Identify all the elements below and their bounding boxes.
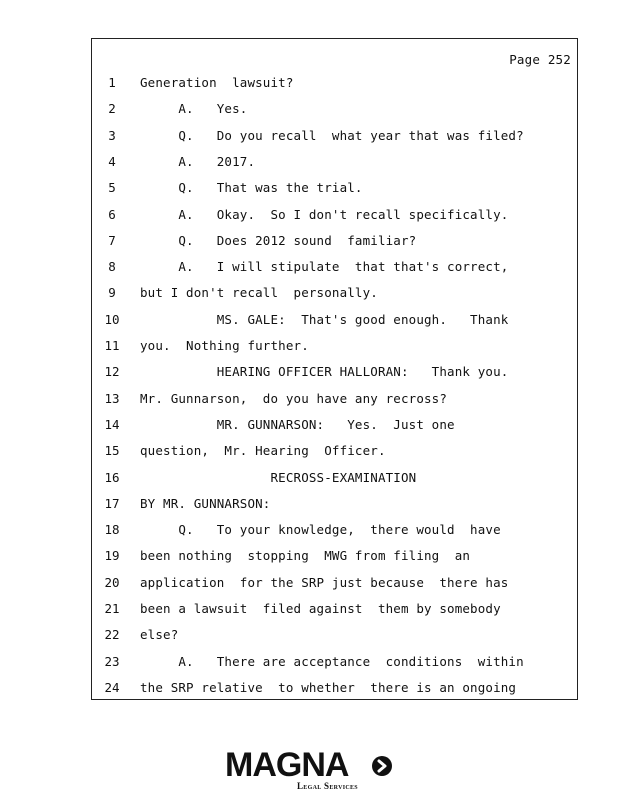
line-text: A. Okay. So I don't recall specifically. [140, 206, 509, 222]
line-number: 21 [104, 601, 120, 616]
line-text: but I don't recall personally. [140, 285, 378, 301]
transcript-line [92, 548, 577, 568]
arrow-circle-icon [371, 755, 393, 777]
logo-subtitle: Legal Services [297, 781, 358, 791]
line-text: A. Yes. [140, 101, 248, 117]
transcript-line [92, 101, 577, 121]
transcript-line [92, 259, 577, 279]
line-text: you. Nothing further. [140, 338, 309, 353]
line-text: A. I will stipulate that that's correct, [140, 259, 509, 275]
magna-logo [225, 747, 395, 793]
transcript-line [92, 470, 577, 490]
transcript-line [92, 391, 577, 411]
line-number: 5 [108, 180, 116, 196]
transcript-line [92, 128, 577, 148]
line-number: 11 [104, 338, 120, 353]
line-number: 4 [108, 153, 116, 169]
transcript-line [92, 575, 577, 595]
line-text: MR. GUNNARSON: Yes. Just one [140, 416, 455, 432]
line-number: 9 [108, 285, 116, 301]
logo-wordmark: MAGNA [225, 746, 349, 784]
line-number: 8 [108, 259, 116, 275]
transcript-line [92, 233, 577, 253]
line-text: HEARING OFFICER HALLORAN: Thank you. [140, 364, 509, 380]
transcript-line [92, 338, 577, 358]
line-text: Q. To your knowledge, there would have [140, 522, 501, 538]
transcript-line [92, 601, 577, 621]
line-text: BY MR. GUNNARSON: [140, 495, 271, 511]
transcript-line [92, 443, 577, 463]
transcript-line [92, 180, 577, 200]
line-number: 15 [104, 443, 120, 459]
line-number: 16 [104, 469, 120, 485]
line-number: 20 [104, 574, 120, 590]
line-number: 3 [108, 127, 116, 143]
line-text: been a lawsuit filed against them by somebody [140, 601, 501, 616]
line-text: Q. Do you recall what year that was filed? [140, 127, 524, 143]
transcript-line [92, 496, 577, 516]
line-number: 6 [108, 206, 116, 222]
transcript-line [92, 75, 577, 95]
transcript-page [91, 38, 578, 700]
line-number: 24 [104, 679, 120, 695]
line-number: 7 [108, 232, 116, 248]
line-number: 1 [108, 75, 116, 90]
line-number: 13 [104, 390, 120, 406]
line-text: Mr. Gunnarson, do you have any recross? [140, 390, 448, 406]
transcript-line [92, 285, 577, 305]
line-text: Generation lawsuit? [140, 75, 294, 90]
line-number: 22 [104, 627, 120, 643]
transcript-line [92, 522, 577, 542]
line-text: Q. That was the trial. [140, 180, 363, 196]
transcript-line [92, 364, 577, 384]
line-text: question, Mr. Hearing Officer. [140, 443, 386, 459]
line-text: MS. GALE: That's good enough. Thank [140, 311, 509, 327]
transcript-line [92, 627, 577, 647]
line-text: A. There are acceptance conditions within [140, 653, 524, 669]
line-text: application for the SRP just because there has [140, 574, 509, 590]
transcript-line [92, 680, 577, 700]
line-text: RECROSS-EXAMINATION [140, 469, 417, 485]
line-number: 19 [104, 548, 120, 564]
line-text: been nothing stopping MWG from filing an [140, 548, 471, 564]
line-number: 10 [104, 311, 120, 327]
transcript-line [92, 417, 577, 437]
line-text: else? [140, 627, 179, 643]
transcript-line [92, 312, 577, 332]
transcript-line [92, 654, 577, 674]
transcript-line [92, 154, 577, 174]
line-text: the SRP relative to whether there is an ongoing [140, 679, 517, 695]
transcript-line [92, 207, 577, 227]
line-number: 2 [108, 101, 116, 117]
line-text: A. 2017. [140, 153, 256, 169]
line-text: Q. Does 2012 sound familiar? [140, 232, 417, 248]
line-number: 18 [104, 522, 120, 538]
page-number: Page 252 [509, 52, 571, 67]
line-number: 12 [104, 364, 120, 380]
line-number: 14 [104, 416, 120, 432]
line-number: 17 [104, 495, 120, 511]
line-number: 23 [104, 653, 120, 669]
